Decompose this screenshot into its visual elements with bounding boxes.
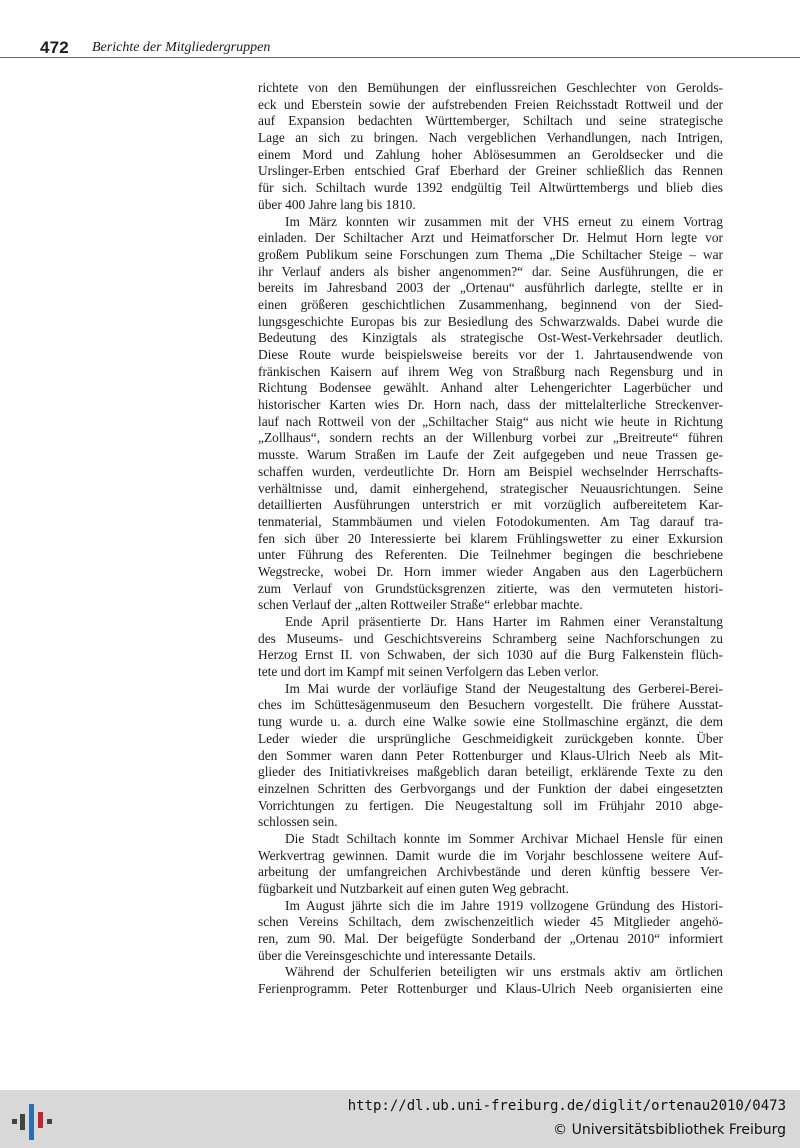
- paragraph: [258, 214, 723, 615]
- text-line: tung wurde u. a. durch eine Walke sowie eine Stollmaschine ergänzt, die dem: [258, 714, 723, 730]
- text-line: Urslinger-Erben entschied Graf Eberhard der Greiner schließlich das Rennen: [258, 163, 723, 179]
- text-line: Ende April präsentierte Dr. Hans Harter im Rahmen einer Veranstaltung: [285, 614, 723, 629]
- paragraph: [258, 964, 723, 997]
- text-line: lungsgeschichte Europas bis zur Besiedlung des Schwarzwalds. Dabei wurde die: [258, 313, 723, 329]
- text-line: über 400 Jahre lang bis 1810.: [258, 196, 416, 212]
- text-line: den Sommer waren dann Peter Rottenburger und Klaus-Ulrich Neeb als Mit-: [258, 747, 723, 763]
- text-line: ches im Schüttesägenmuseum den Besuchern vorgestellt. Die frühere Ausstat-: [258, 697, 723, 713]
- paragraph: [258, 80, 723, 214]
- paragraph: [258, 898, 723, 965]
- page-number: 472: [40, 38, 69, 57]
- text-line: fränkischen Kaisern auf ihrem Weg von Straßburg nach Regensburg und in: [258, 363, 723, 379]
- text-line: einen größeren geschichtlichen Zusammenhang, beginnend von der Sied-: [258, 296, 723, 312]
- text-line: des Museums- und Geschichtsvereins Schramberg seine Nachforschungen zu: [258, 630, 723, 646]
- text-line: einladen. Der Schiltacher Arzt und Heimatforscher Dr. Helmut Horn legte vor: [258, 230, 723, 246]
- paragraph: [258, 681, 723, 831]
- text-line: Werkvertrag gewinnen. Damit wurde die im Vorjahr beschlossene weitere Auf-: [258, 847, 723, 863]
- text-line: arbeitung der umfangreichen Archivbestände und deren künftig bessere Ver-: [258, 864, 723, 880]
- text-line: ren, zum 90. Mal. Der beigefügte Sonderband der „Ortenau 2010“ informiert: [258, 931, 723, 947]
- text-line: lauf nach Rottweil von der „Schiltacher Staig“ aus nicht wie heute in Richtung: [258, 413, 723, 429]
- text-line: Wegstrecke, wobei Dr. Horn immer wieder Angaben aus den Lagerbüchern: [258, 563, 723, 579]
- text-line: großem Publikum seine Forschungen zum Thema „Die Schiltacher Steige – war: [258, 246, 723, 262]
- text-line: Richtung Bodensee gewählt. Anhand alter Lehengerichter Lagerbücher und: [258, 380, 723, 396]
- text-line: musste. Warum Straßen im Laufe der Zeit aufgegeben und neue Trassen ge-: [258, 447, 723, 463]
- text-line: „Zollhaus“, sondern rechts an der Willenburg vorbei zur „Breitreute“ führen: [258, 430, 723, 446]
- page-header: [0, 0, 800, 58]
- text-line: einem Mord und Zahlung hoher Ablösesummen an Geroldsecker und die: [258, 146, 723, 162]
- text-line: historischer Karten wies Dr. Horn nach, dass der mittelalterliche Streckenver-: [258, 397, 723, 413]
- text-line: für sich. Schiltach wurde 1392 endgültig Teil Altwürttembergs und blieb dies: [258, 180, 723, 196]
- text-line: Vorrichtungen zu fertigen. Die Neugestaltung soll im Frühjahr 2010 abge-: [258, 797, 723, 813]
- text-line: einzelnen Schritten des Gerbvorgangs und der Funktion der dabei eingesetzten: [258, 780, 723, 796]
- body-text: [258, 80, 723, 998]
- text-line: Im August jährte sich die im Jahre 1919 vollzogene Gründung des Histori-: [285, 897, 723, 913]
- text-line: detaillierten Ausführungen unterstrich er mit vorzüglich aufbereitetem Kar-: [258, 497, 723, 513]
- text-line: tenmaterial, Stammbäumen und vielen Fotodokumenten. Am Tag darauf tra-: [258, 513, 723, 529]
- text-line: Im März konnten wir zusammen mit der VHS erneut zu einem Vortrag: [285, 213, 723, 229]
- text-line: auf Expansion bedachten Württemberger, Schiltach und seine strategische: [258, 113, 723, 129]
- text-line: schen Vereins Schiltach, dem zwischenzeitlich wieder 45 Mitglieder angehö-: [258, 914, 723, 930]
- footer-url-link[interactable]: http://dl.ub.uni-freiburg.de/diglit/ortenau2010/0473: [347, 1098, 786, 1114]
- text-line: zum Verlauf von Grundstücksgrenzen zitierte, was den vermuteten histori-: [258, 580, 723, 596]
- text-line: eck und Eberstein sowie der aufstrebenden Freien Reichsstadt Rottweil und der: [258, 96, 723, 112]
- text-line: Diese Route wurde beispielsweise bereits vor der 1. Jahrtausendwende von: [258, 347, 723, 362]
- header-rule: [0, 57, 800, 58]
- text-line: tete und dort im Kampf mit seinen Verfolgern das Leben verlor.: [258, 664, 599, 680]
- footer-copyright: © Universitätsbibliothek Freiburg: [553, 1122, 786, 1138]
- text-line: glieder des Initiativkreises maßgeblich daran beteiligt, erklärende Texte zu den: [258, 764, 723, 780]
- text-line: schlossen sein.: [258, 814, 338, 830]
- text-line: Während der Schulferien beteiligten wir uns erstmals aktiv am örtlichen: [285, 964, 723, 980]
- text-line: verhältnisse und, damit einhergehend, strategischer Neuausrichtungen. Seine: [258, 480, 723, 496]
- text-line: fen sich über 20 Interessierte bei klarem Frühlingswetter zu einer Exkursion: [258, 530, 723, 546]
- text-line: Die Stadt Schiltach konnte im Sommer Archivar Michael Hensle für einen: [285, 830, 723, 846]
- text-line: unter Führung des Referenten. Die Teilnehmer begingen die beschriebene: [258, 547, 723, 563]
- paragraph: [258, 831, 723, 898]
- text-line: ihr Verlauf anders als bisher angenommen?“ dar. Seine Ausführungen, die er: [258, 263, 723, 279]
- text-line: Im Mai wurde der vorläufige Stand der Neugestaltung des Gerberei-Berei-: [285, 680, 723, 696]
- text-line: schaffen wurden, verdeutlichte Dr. Horn am Beispiel wechselnder Herrschafts-: [258, 463, 723, 479]
- text-line: fügbarkeit und Nutzbarkeit auf einen guten Weg gebracht.: [258, 881, 570, 896]
- text-line: Herzog Ernst II. von Schwaben, der sich 1030 auf die Burg Falkenstein flüch-: [258, 647, 723, 663]
- text-line: Bedeutung des Kinzigtals als strategische Ost-West-Verkehrsader deutlich.: [258, 330, 723, 346]
- text-line: schen Verlauf der „alten Rottweiler Straße“ erlebbar machte.: [258, 597, 583, 613]
- text-line: richtete von den Bemühungen der einflussreichen Geschlechter von Gerolds-: [258, 80, 723, 95]
- ub-freiburg-logo-icon[interactable]: [10, 1096, 54, 1142]
- text-line: bereits im Jahresband 2003 der „Ortenau“ ausführlich darlegte, stellte er in: [258, 280, 723, 296]
- footer-bar: [0, 1090, 800, 1148]
- text-line: über die Vereinsgeschichte und interessante Details.: [258, 947, 536, 963]
- text-line: Leder wieder die ursprüngliche Geschmeidigkeit zurückgeben konnte. Über: [258, 730, 723, 746]
- text-line: Lage an sich zu bringen. Nach vergeblichen Verhandlungen, nach Intrigen,: [258, 130, 723, 146]
- text-line: Ferienprogramm. Peter Rottenburger und Klaus-Ulrich Neeb organisierten eine: [258, 981, 723, 997]
- paragraph: [258, 614, 723, 681]
- running-title: Berichte der Mitgliedergruppen: [92, 40, 271, 55]
